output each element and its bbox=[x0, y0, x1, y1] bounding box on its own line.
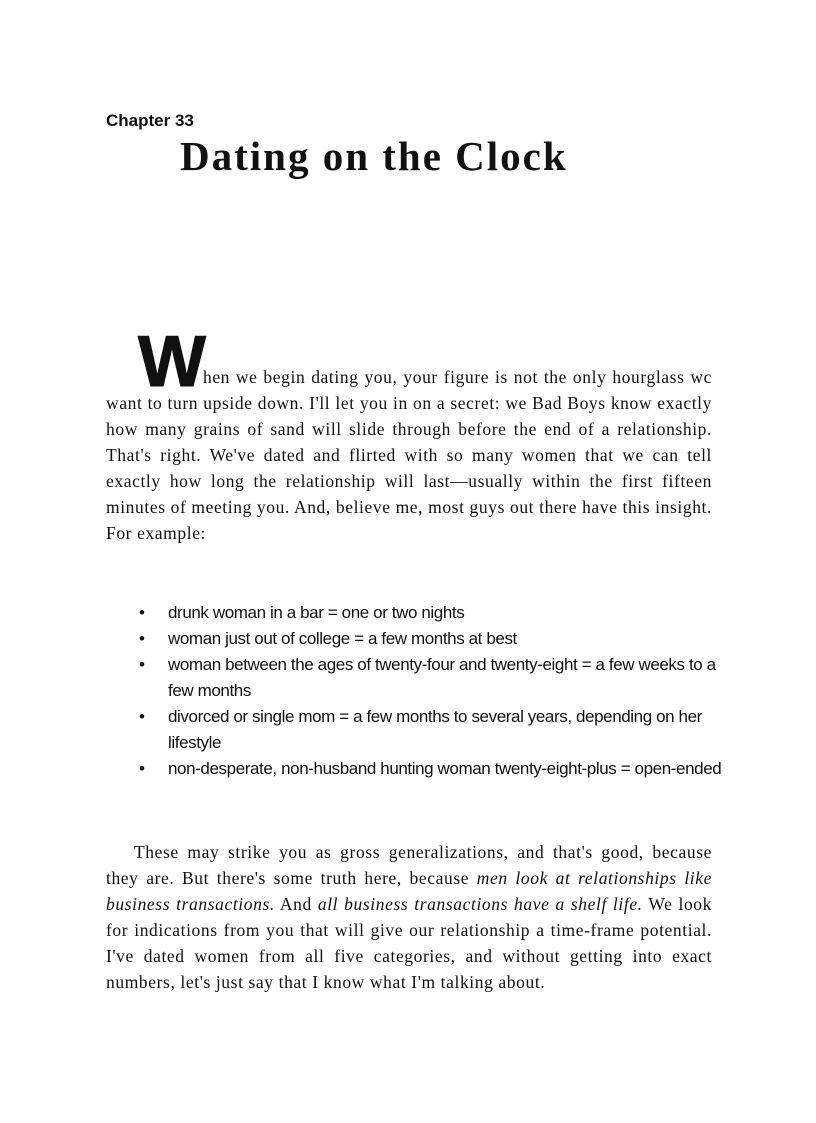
closing-paragraph bbox=[106, 839, 712, 995]
list-item bbox=[106, 704, 726, 756]
chapter-title: Dating on the Clock bbox=[180, 133, 568, 179]
bullet-marker: • bbox=[139, 655, 145, 674]
bullet-marker: • bbox=[139, 603, 145, 622]
closing-text-2: And bbox=[274, 894, 318, 914]
closing-italic-1: men look at relationships like business transactions. bbox=[106, 868, 712, 914]
closing-italic-2: all business transactions have a shelf life. bbox=[317, 894, 643, 914]
bullet-marker: • bbox=[139, 759, 145, 778]
list-item-text: divorced or single mom = a few months to several years, depending on her lifestyle bbox=[168, 707, 702, 752]
list-item bbox=[106, 652, 726, 704]
list-item bbox=[106, 756, 726, 782]
closing-text-1: These may strike you as gross generalizations, and that's good, because they are. But there's some truth here, because bbox=[106, 842, 712, 888]
list-item-text: non-desperate, non-husband hunting woman twenty-eight-plus = open-ended bbox=[168, 759, 722, 778]
intro-paragraph bbox=[106, 322, 712, 546]
bullet-marker: • bbox=[139, 629, 145, 648]
category-list bbox=[106, 600, 726, 782]
closing-text-3: We look for indications from you that will give our relationship a time-frame potential. I've dated women from all five categories, and without getting into exact numbers, let's just say that I know what I'm talking about. bbox=[106, 894, 712, 992]
list-item bbox=[106, 600, 726, 626]
list-item-text: drunk woman in a bar = one or two nights bbox=[168, 603, 465, 622]
list-item-text: woman just out of college = a few months at best bbox=[168, 629, 517, 648]
intro-text: hen we begin dating you, your figure is not the only hourglass wc want to turn upside down. I'll let you in on a secret: we Bad Boys know exactly how many grains of sand will slide through before the end of a relationship. That's right. We've dated and flirted with so many women that we can tell exactly how long the relationship will last—usually within the first fifteen minutes of meeting you. And, believe me, most guys out there have this insight. For example: bbox=[106, 367, 712, 543]
chapter-number: Chapter 33 bbox=[106, 111, 194, 130]
bullet-marker: • bbox=[139, 707, 145, 726]
list-item bbox=[106, 626, 726, 652]
list-item-text: woman between the ages of twenty-four and twenty-eight = a few weeks to a few months bbox=[168, 655, 716, 700]
drop-cap: W bbox=[138, 322, 203, 402]
